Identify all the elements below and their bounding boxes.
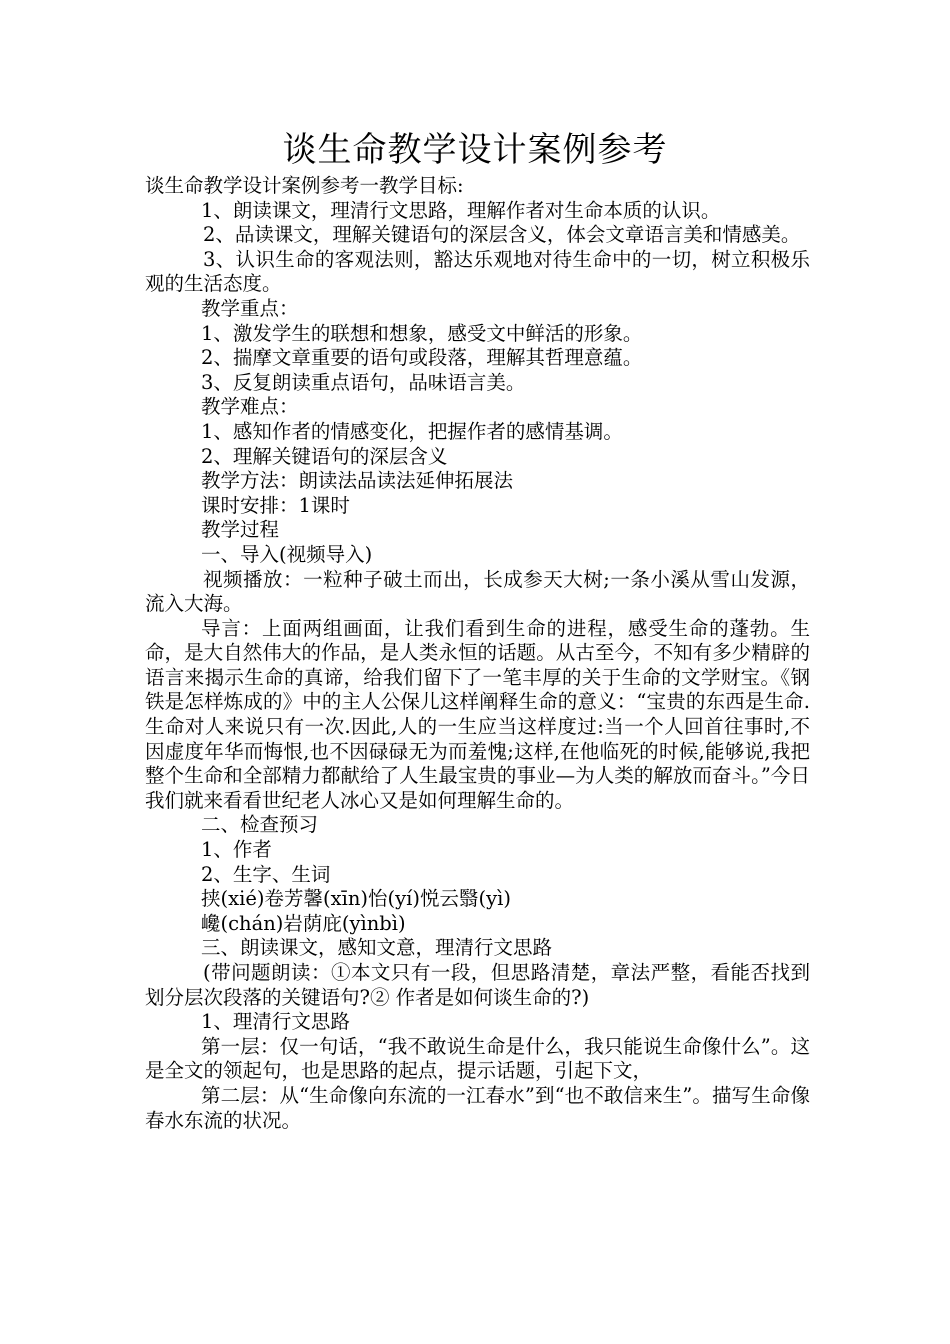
paragraph: 1、朗读课文，理清行文思路，理解作者对生命本质的认识。 — [201, 198, 721, 222]
paragraph: 一、导入(视频导入) — [201, 542, 373, 566]
document-body — [145, 174, 810, 1133]
paragraph: 三、朗读课文，感知文意，理清行文思路 — [201, 936, 553, 960]
paragraph: 2、揣摩文章重要的语句或段落，理解其哲理意蕴。 — [201, 346, 643, 370]
paragraph: 3、认识生命的客观法则，豁达乐观地对待生命中的一切，树立积极乐观的生活态度。 — [145, 247, 810, 296]
paragraph: 第二层：从“生命像向东流的一江春水”到“也不敢信来生”。描写生命像春水东流的状况。 — [145, 1083, 810, 1132]
paragraph: 1、感知作者的情感变化，把握作者的感情基调。 — [201, 419, 623, 443]
paragraph: 视频播放：一粒种子破土而出，长成参天大树;一条小溪从雪山发源，流入大海。 — [145, 567, 810, 616]
paragraph: 二、检查预习 — [201, 813, 319, 837]
paragraph: 导言：上面两组画面，让我们看到生命的进程，感受生命的蓬勃。生命，是大自然伟大的作品，是人类永恒的话题。从古至今，不知有多少精辟的语言来揭示生命的真谛，给我们留下了一笔丰厚的关于生命的文学财宝。《钢铁是怎样炼成的》中的主人公保儿这样阐释生命的意义：“宝贵的东西是生命.生命对人来说只有一次.因此,人的一生应当这样度过:当一个人回首往事时,不因虚度年华而悔恨,也不因碌碌无为而羞愧;这样,在他临死的时候,能够说,我把整个生命和全部精力都献给了人生最宝贵的事业—为人类的解放而奋斗。”今日我们就来看看世纪老人冰心又是如何理解生命的。 — [145, 616, 810, 812]
paragraph: 2、品读课文，理解关键语句的深层含义，体会文章语言美和情感美。 — [203, 223, 801, 247]
paragraph: 1、作者 — [201, 838, 272, 862]
paragraph: 2、生字、生词 — [201, 862, 331, 886]
paragraph: 课时安排：1课时 — [201, 493, 350, 517]
paragraph: 2、理解关键语句的深层含义 — [201, 444, 448, 468]
paragraph: 教学重点： — [201, 296, 299, 320]
paragraph: 1、激发学生的联想和想象，感受文中鲜活的形象。 — [201, 321, 643, 345]
paragraph: 教学过程 — [201, 518, 280, 542]
paragraph: 1、理清行文思路 — [201, 1010, 350, 1034]
paragraph: 巉(chán)岩荫庇(yìnbì) — [201, 911, 406, 935]
paragraph: (带问题朗读：①本文只有一段，但思路清楚，章法严整，看能否找到划分层次段落的关键语句?② 作者是如何谈生命的?) — [145, 961, 810, 1009]
paragraph: 第一层：仅一句话，“我不敢说生命是什么，我只能说生命像什么”。这是全文的领起句，也是思路的起点，提示话题，引起下文， — [145, 1034, 810, 1083]
paragraph: 挟(xié)卷芳馨(xīn)怡(yí)悦云翳(yì) — [201, 887, 511, 911]
paragraph: 谈生命教学设计案例参考一教学目标: — [145, 174, 464, 197]
document-title: 谈生命教学设计案例参考 — [282, 130, 668, 170]
paragraph: 教学方法：朗读法品读法延伸拓展法 — [201, 469, 514, 493]
paragraph: 教学难点： — [201, 395, 299, 419]
paragraph: 3、反复朗读重点语句，品味语言美。 — [201, 370, 526, 394]
